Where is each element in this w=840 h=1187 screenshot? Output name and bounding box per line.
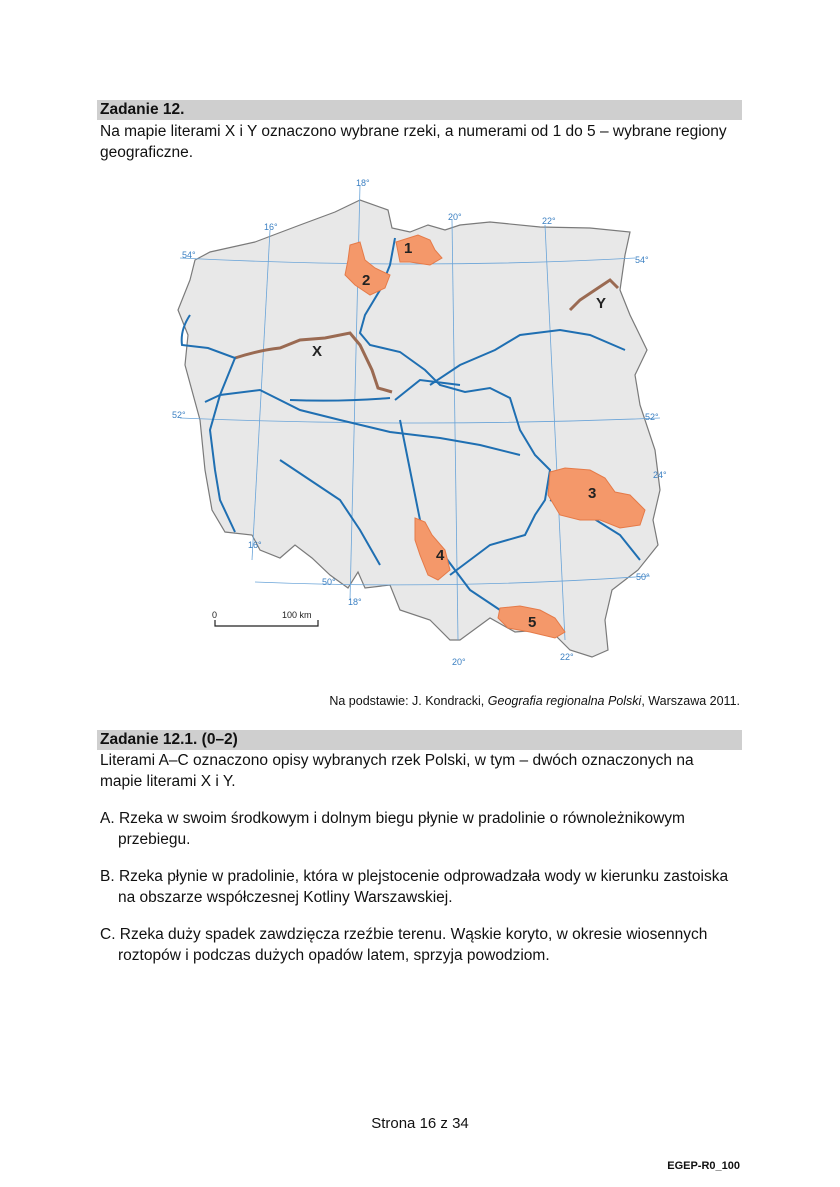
grid-label-54-left: 54°	[182, 250, 196, 260]
scale-end: 100 km	[282, 610, 312, 620]
region-label-1: 1	[404, 240, 413, 257]
task-12-1-intro: Literami A–C oznaczono opisy wybranych rzek Polski, w tym – dwóch oznaczonych na mapie literami X i Y.	[100, 752, 694, 790]
scale-bar	[212, 610, 318, 626]
task-12-1-header: Zadanie 12.1. (0–2)	[97, 730, 742, 750]
grid-label-50-left: 50°	[322, 577, 336, 587]
region-label-5: 5	[528, 614, 537, 631]
page-number: Strona 16 z 34	[371, 1115, 469, 1132]
grid-label-18-bottom: 18°	[348, 597, 362, 607]
grid-label-20-top: 20°	[448, 212, 462, 222]
option-a: A. Rzeka w swoim środkowym i dolnym biegu płynie w pradolinie o równoleżnikowym przebiegu.	[100, 810, 685, 848]
poland-map	[160, 170, 680, 670]
grid-label-22-bottom: 22°	[560, 652, 574, 662]
scale-start: 0	[212, 610, 218, 620]
task-12-header: Zadanie 12.	[97, 100, 742, 120]
river-label-y: Y	[596, 295, 607, 312]
grid-label-18-top: 18°	[356, 178, 370, 188]
option-b: B. Rzeka płynie w pradolinie, która w plejstocenie odprowadzała wody w kierunku zastoiska na obszarze współczesnej Kotliny Warszawskiej.	[100, 868, 729, 906]
region-label-3: 3	[588, 485, 597, 502]
grid-label-24: 24°	[653, 470, 667, 480]
grid-label-16-bottom: 16°	[248, 540, 262, 550]
poland-outline	[178, 200, 660, 657]
task-12-intro: Na mapie literami X i Y oznaczono wybrane rzeki, a numerami od 1 do 5 – wybrane regiony geograficzne.	[100, 123, 727, 161]
grid-label-22-top: 22°	[542, 216, 556, 226]
grid-label-16-top: 16°	[264, 222, 278, 232]
option-c: C. Rzeka duży spadek zawdzięcza rzeźbie terenu. Wąskie koryto, w okresie wiosennych roztopów i podczas dużych opadów latem, sprzyja powodziom.	[100, 926, 708, 964]
grid-label-54-right: 54°	[635, 255, 649, 265]
region-label-2: 2	[362, 272, 371, 289]
grid-label-52-right: 52°	[645, 412, 659, 422]
grid-label-50-right: 50°	[636, 572, 650, 582]
grid-label-52-left: 52°	[172, 410, 186, 420]
river-label-x: X	[312, 343, 323, 360]
source-book-title: Geografia regionalna Polski	[487, 694, 642, 708]
exam-code: EGEP-R0_100	[667, 1160, 740, 1172]
grid-label-20-bottom: 20°	[452, 657, 466, 667]
region-label-4: 4	[436, 547, 445, 564]
map-source: Na podstawie: J. Kondracki, Geografia regionalna Polski, Warszawa 2011.	[329, 694, 740, 708]
